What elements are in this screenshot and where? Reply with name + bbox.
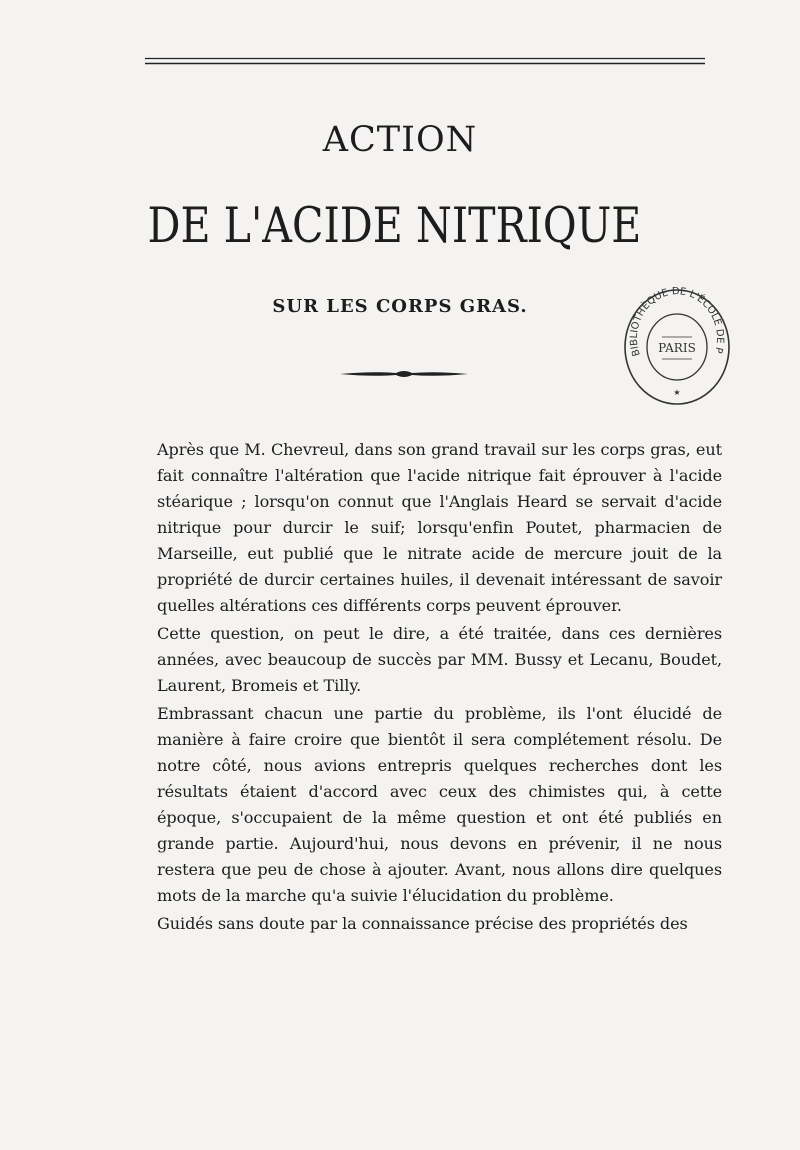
stamp-center-text: PARIS [658,341,696,355]
stamp-outer-text: BIBLIOTHÈQUE DE L'ÉCOLE DE P [628,286,726,358]
paragraph-1: Après que M. Chevreul, dans son grand travail sur les corps gras, eut fait connaître l'altération que l'acide nitrique fait éprouver à l'acide stéarique ; lorsqu'on connut que l'Anglais Heard se servait d'acide nitrique pour durcir le suif; lorsqu'enfin Poutet, pharmacien de Marseille, eut publié que le nitrate acide de mercure jouit de la propriété de durcir certaines huiles, il devenait intéressant de savoir quelles altérations ces différents corps peuvent éprouver. [157,440,722,615]
top-double-rule [145,57,705,66]
paragraph-4: Guidés sans doute par la connaissance précise des propriétés des [157,914,688,933]
library-stamp [622,285,732,407]
subtitle: SUR LES CORPS GRAS. [272,296,528,317]
paragraph-3: Embrassant chacun une partie du problème, ils l'ont élucidé de manière à faire croire que bientôt il sera complétement résolu. De notre côté, nous avions entrepris quelques recherches dont les résultats étaient d'accord avec ceux des chimistes qui, à cette époque, s'occupaient de la même question et ont été publiés en grande partie. Aujourd'hui, nous devons en prévenir, il ne nous restera que peu de chose à ajouter. Avant, nous allons dire quelques mots de la marche qu'a suivie l'élucidation du problème. [157,704,722,905]
body-text [157,437,722,939]
svg-text:★: ★ [673,388,681,397]
paragraph-2: Cette question, on peut le dire, a été traitée, dans ces dernières années, avec beaucoup de succès par MM. Bussy et Lecanu, Boudet, Laurent, Bromeis et Tilly. [157,624,722,695]
title-line-1: ACTION [322,120,478,160]
title-line-2: DE L'ACIDE NITRIQUE [147,197,642,254]
ornament-divider [340,366,468,380]
